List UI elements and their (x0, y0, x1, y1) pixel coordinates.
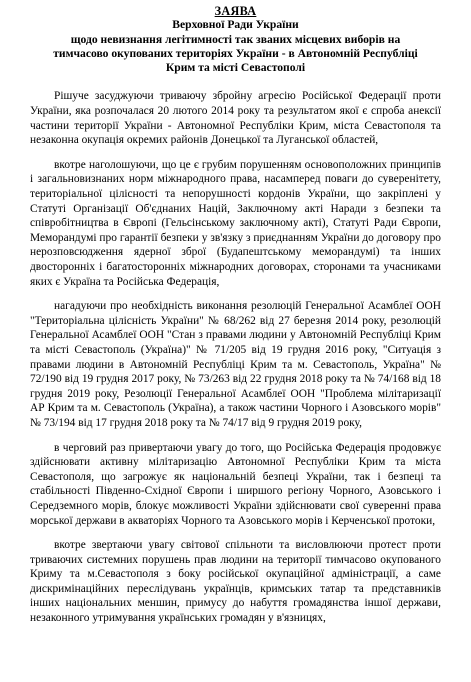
paragraph: нагадуючи про необхідність виконання резолюцій Генеральної Асамблеї ООН "Територіальна цілісність України" № 68/262 від 27 березня 2014 року, резолюцій Генеральної Асамблеї ООН "Стан з правами людини у Автономній Республіці Крим та місті Севастополь (Україна)" № 71/205 від 19 грудня 2016 року, "Ситуація з правами людини в Автономній Республіці Крим та м. Севастополь, Україна" № 72/190 від 19 грудня 2017 року, № 73/263 від 22 грудня 2018 року та № 74/168 від 18 грудня 2019 року, Резолюції Генеральної Асамблеї ООН "Проблема мілітаризації АР Крим та м. Севастополь (Україна), а також частини Чорного і Азовського морів" № 73/194 від 17 грудня 2018 року та № 74/17 від 9 грудня 2019 року, (30, 300, 441, 429)
document-heading (30, 4, 441, 75)
paragraph: в черговий раз привертаючи увагу до того, що Російська Федерація продовжує здійснювати активну мілітаризацію Автономної Республіки Крим та міста Севастополя, що загрожує як національній безпеці України, так і безпеці та стабільності Південно-Східної Європи і ширшого регіону Чорного, Азовського і Середземного морів, блокує можливості України здійснювати свої суверенні права морської держави в акваторіях Чорного та Азовського морів і Керченської протоки, (30, 441, 441, 527)
document-body (30, 89, 441, 625)
paragraph: вкотре звертаючи увагу світової спільноти та висловлюючи протест проти триваючих системних порушень прав людини на території тимчасово окупованого Криму та м.Севастополя з боку російської окупаційної адміністрації, а саме дискримінаційних переслідувань українців, кримських татар та представників інших національних меншин, примусу до набуття громадянства іншої держави, незаконного утримування українських громадян у в'язницях, (30, 539, 441, 625)
heading-line: Верховної Ради України (172, 18, 299, 32)
paragraph: Рішуче засуджуючи триваючу збройну агресію Російської Федерації проти України, яка розпочалася 20 лютого 2014 року та результатом якої є спроба анексії частини території України - Автономної Республіки Крим, міста Севастополя та незаконна окупація окремих районів Донецької та Луганської областей, (30, 90, 441, 147)
paragraph: вкотре наголошуючи, що це є грубим порушенням основоположних принципів і загальновизнаних норм міжнародного права, насамперед поваги до суверенітету, територіальної цілісності та непорушності кордонів України, що закріплені у Статуті Організації Об'єднаних Націй, Заключному акті Наради з безпеки та співробітництва в Європі (Гельсінському заключному акті), Статуті Ради Європи, Меморандумі про гарантії безпеки у зв'язку з приєднанням України до договору про нерозповсюдження ядерної зброї (Будапештському меморандумі) та інших двосторонніх і багатосторонніх міжнародних договорах, сторонами та учасниками яких є Україна та Російська Федерація, (30, 158, 441, 288)
heading-line: Крим та місті Севастополі (165, 61, 306, 75)
heading-line: щодо невизнання легітимності так званих місцевих виборів на (70, 32, 401, 46)
heading-line: тимчасово окупованих територіях України - в Автономній Республіці (53, 46, 418, 60)
document-title: ЗАЯВА (214, 4, 257, 18)
